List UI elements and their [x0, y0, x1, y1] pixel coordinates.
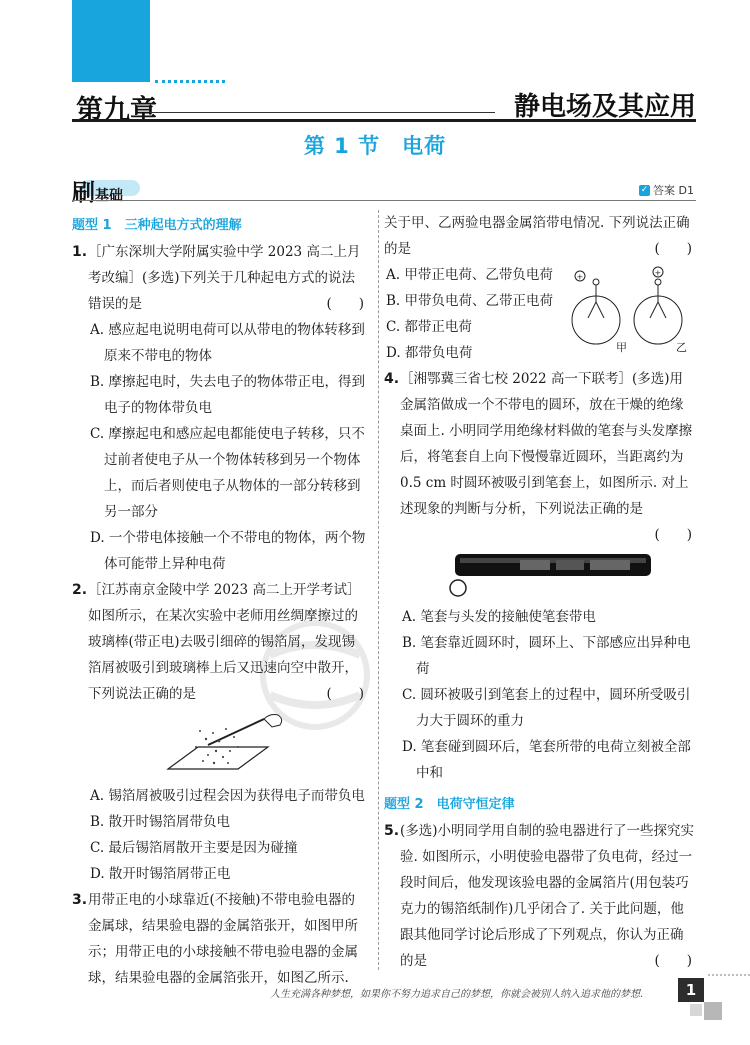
option-c: C. 都带正电荷	[386, 319, 472, 335]
footer-dots	[708, 974, 750, 976]
figure-label-jia: 甲	[616, 341, 627, 354]
option-b: B. 摩擦起电时，失去电子的物体带正电，得到电子的物体带负电	[90, 374, 366, 416]
page-number: 1	[678, 978, 704, 1002]
option-c: C. 摩擦起电和感应起电都能使电子转移，只不过前者使电子从一个物体转移到另一个物体上，而后者则使电子从物体的一部分转移到另一部分	[90, 426, 365, 520]
left-column	[72, 213, 368, 991]
option-a: A. 甲带正电荷、乙带负电荷	[386, 267, 553, 283]
question-5	[384, 818, 696, 974]
answer-bracket: ( )	[654, 527, 692, 543]
option-b: B. 甲带负电荷、乙带正电荷	[386, 293, 554, 309]
answer-bracket: ( )	[654, 241, 692, 257]
header-rule	[72, 119, 696, 122]
answer-bracket: ( )	[326, 296, 364, 312]
page-decoration	[690, 1004, 702, 1016]
question-number: 2.	[72, 582, 88, 598]
option-d: D. 笔套碰到圆环后，笔套所带的电荷立刻被全部中和	[402, 739, 691, 781]
section-number: 第 1 节	[303, 134, 381, 158]
question-stem-line: 错误的是 ( )	[88, 291, 368, 317]
watermark-logo	[230, 615, 400, 735]
option-b: B. 笔套靠近圆环时，圆环上、下部感应出异种电荷	[402, 635, 691, 677]
option-d: D. 散开时锡箔屑带正电	[90, 866, 231, 882]
badge	[72, 174, 123, 207]
question-stem-line: ［广东深圳大学附属实验中学 2023 高二上月	[88, 244, 361, 260]
check-icon: ✓	[640, 184, 649, 195]
question-stem: (多选)小明同学用自制的验电器进行了一些探究实验. 如图所示，小明使验电器带了负电荷，经过一段时间后，他发现该验电器的金属箔片(用包装巧克力的锡箔纸制作)几乎闭合了. 关于此问题，他跟其他同学讨论后形成了下列观点，你认为正确的是 ( )	[400, 818, 696, 974]
option-b: B. 散开时锡箔屑带负电	[90, 814, 231, 830]
question-stem: 用带正电的小球靠近(不接触)不带电验电器的金属球，结果验电器的金属箔张开，如图甲所示；用带正电的小球接触不带电验电器的金属球，结果验电器的金属箔张开，如图乙所示.	[88, 892, 358, 986]
svg-text:+: +	[576, 272, 584, 282]
section-name: 电荷	[402, 134, 447, 158]
answer-reference	[639, 182, 694, 198]
column-divider	[378, 210, 379, 970]
option-d: D. 一个带电体接触一个不带电的物体，两个物体可能带上异种电荷	[90, 530, 366, 572]
answer-bracket: ( )	[326, 686, 364, 702]
dotted-divider	[155, 80, 225, 83]
answer-label: 答案 D1	[653, 184, 694, 197]
question-1	[72, 239, 368, 577]
question-3-options	[384, 262, 696, 366]
option-d: D. 都带负电荷	[386, 345, 473, 361]
svg-text:+: +	[654, 268, 662, 278]
chapter-subject: 静电场及其应用	[513, 92, 696, 122]
option-a: A. 锡箔屑被吸引过程会因为获得电子而带负电	[90, 788, 365, 804]
question-number: 1.	[72, 244, 88, 260]
footer-motto: 人生充满各种梦想，如果你不努力追求自己的梦想，你就会被别人纳入追求他的梦想.	[270, 989, 644, 1000]
question-type-1: 题型 1 三种起电方式的理解	[72, 218, 242, 233]
option-a: A. 感应起电说明电荷可以从带电的物体转移到原来不带电的物体	[90, 322, 365, 364]
page-decoration	[704, 1002, 722, 1020]
right-column	[384, 210, 696, 974]
badge-small: 基础	[95, 188, 123, 204]
option-c: C. 最后锡箔屑散开主要是因为碰撞	[90, 840, 298, 856]
question-number: 4.	[384, 371, 400, 387]
electroscope-figure	[566, 262, 696, 358]
question-number: 5.	[384, 823, 400, 839]
answer-bracket: ( )	[654, 953, 692, 969]
corner-block	[72, 0, 150, 82]
question-type-2: 题型 2 电荷守恒定律	[384, 797, 515, 812]
section-title	[0, 130, 750, 160]
question-number: 3.	[72, 892, 88, 908]
pen-cap-figure	[400, 548, 696, 604]
option-c: C. 圆环被吸引到笔套上的过程中，圆环所受吸引力大于圆环的重力	[402, 687, 691, 729]
question-stem-line: 考改编］(多选)下列关于几种起电方式的说法	[88, 270, 356, 286]
badge-big: 刷	[72, 180, 95, 206]
question-stem: ［江苏南京金陵中学 2023 高二上开学考试］如图所示，在某次实验中老师用丝绸摩擦过的玻璃棒(带正电)去吸引细碎的锡箔屑，发现锡箔屑被吸引到玻璃棒上后又迅速向空中散开，下列说法正确的是 ( )	[88, 577, 368, 707]
question-3-continued: 关于甲、乙两验电器金属箔带电情况. 下列说法正确的是	[384, 215, 690, 257]
question-3	[72, 887, 368, 991]
chapter-title: 第九章	[76, 95, 157, 126]
figure-label-yi: 乙	[676, 341, 687, 354]
question-4	[384, 366, 696, 786]
badge-rule	[72, 200, 696, 201]
option-a: A. 笔套与头发的接触使笔套带电	[402, 609, 596, 625]
question-stem: ［湘鄂冀三省七校 2022 高一下联考］(多选)用金属箔做成一个不带电的圆环，放在干燥的绝缘桌面上. 小明同学用绝缘材料做的笔套与头发摩擦后，将笔套自上向下慢慢靠近圆环，当距离约为 0.5 cm 时圆环被吸引到笔套上，如图所示. 对上述现象的判断与分析，下列说法正确的是	[400, 371, 697, 517]
chapter-line	[150, 112, 495, 113]
